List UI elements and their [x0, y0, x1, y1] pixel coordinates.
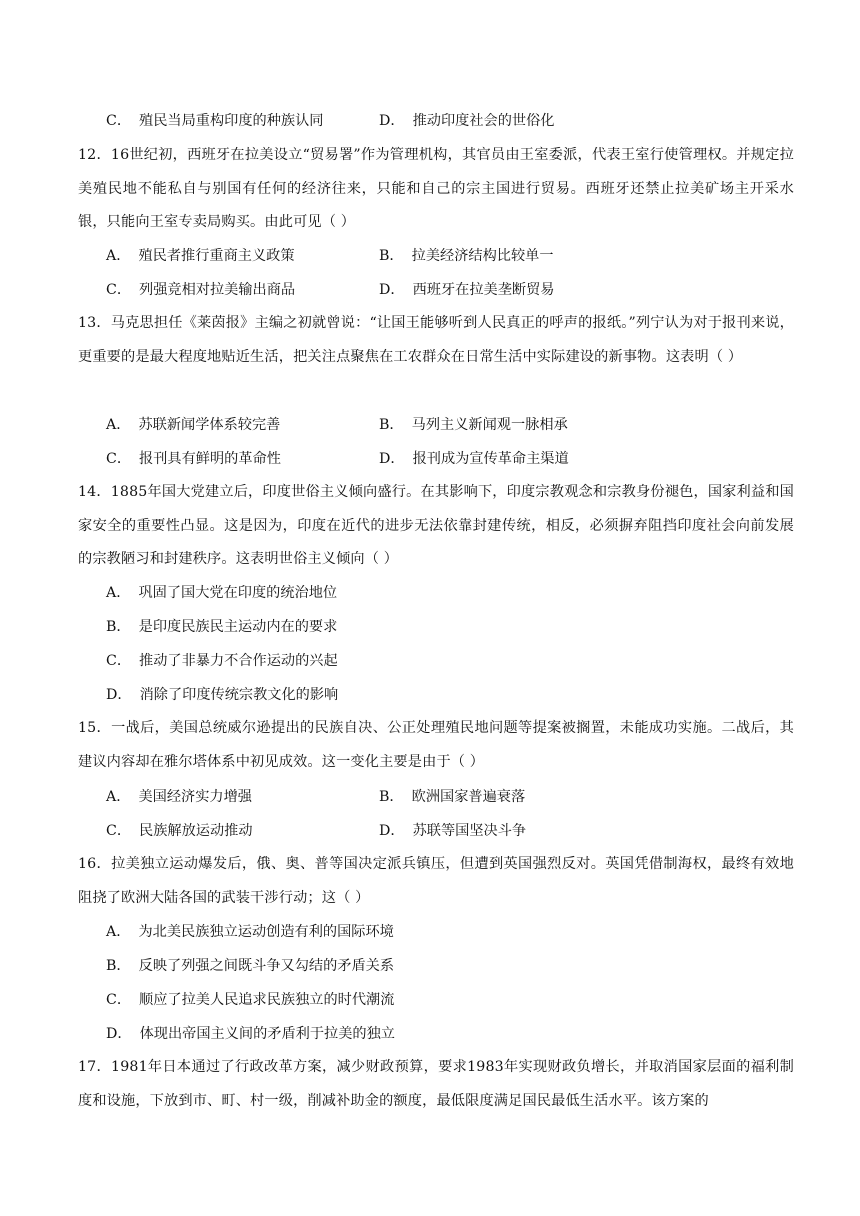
option-c[interactable]: C． 推动了非暴力不合作运动的兴起 — [106, 653, 338, 669]
option-d[interactable]: D． 苏联等国坚决斗争 — [379, 823, 527, 839]
question-17-stem: 17．1981年日本通过了行政改革方案，减少财政预算，要求1983年实现财政负增长，并取消国家层面的福利制度和设施，下放到市、町、村一级，削减补助金的额度，最低限度满足国民最低生活水平。该方案的 — [78, 1059, 794, 1109]
question-15-stem: 15．一战后，美国总统威尔逊提出的民族自决、公正处理殖民地问题等提案被搁置，未能成功实施。二战后，其建议内容却在雅尔塔体系中初见成效。这一变化主要是由于（ ） — [78, 720, 794, 770]
question-14-stem: 14．1885年国大党建立后，印度世俗主义倾向盛行。在其影响下，印度宗教观念和宗教身份褪色，国家利益和国家安全的重要性凸显。这是因为，印度在近代的进步无法依靠封建传统，相反，必须摒弃阻挡印度社会向前发展的宗教陋习和封建秩序。这表明世俗主义倾向（ ） — [78, 484, 794, 567]
option-a[interactable]: A． 殖民者推行重商主义政策 — [106, 248, 295, 264]
option-d[interactable]: D． 西班牙在拉美垄断贸易 — [379, 282, 555, 298]
option-a[interactable]: A． 美国经济实力增强 — [106, 789, 252, 805]
option-c[interactable]: C． 列强竞相对拉美输出商品 — [106, 282, 296, 298]
option-b[interactable]: B． 反映了列强之间既斗争又勾结的矛盾关系 — [106, 958, 395, 974]
option-c[interactable]: C． 报刊具有鲜明的革命性 — [106, 451, 281, 467]
option-a[interactable]: A． 苏联新闻学体系较完善 — [106, 417, 281, 433]
question-16-stem: 16．拉美独立运动爆发后，俄、奥、普等国决定派兵镇压，但遭到英国强烈反对。英国凭借制海权，最终有效地阻挠了欧洲大陆各国的武装干涉行动；这（ ） — [78, 856, 794, 906]
option-a[interactable]: A． 为北美民族独立运动创造有利的国际环境 — [106, 924, 394, 940]
option-c[interactable]: C． 顺应了拉美人民追求民族独立的时代潮流 — [106, 992, 395, 1008]
option-a[interactable]: A． 巩固了国大党在印度的统治地位 — [106, 585, 338, 601]
option-d[interactable]: D． 推动印度社会的世俗化 — [379, 113, 555, 129]
option-d[interactable]: D． 体现出帝国主义间的矛盾利于拉美的独立 — [106, 1026, 395, 1042]
question-13-stem: 13．马克思担任《莱茵报》主编之初就曾说：“让国王能够听到人民真正的呼声的报纸。”列宁认为对于报刊来说，更重要的是最大程度地贴近生活，把关注点聚焦在工农群众在日常生活中实际建设的新事物。这表明（ ） — [78, 315, 794, 365]
option-b[interactable]: B． 欧洲国家普遍衰落 — [379, 789, 526, 805]
question-12-stem: 12．16世纪初，西班牙在拉美设立“贸易署”作为管理机构，其官员由王室委派，代表王室行使管理权。并规定拉美殖民地不能私自与别国有任何的经济往来，只能和自己的宗主国进行贸易。西班牙还禁止拉美矿场主开采水银，只能向王室专卖局购买。由此可见（ ） — [78, 147, 794, 230]
option-b[interactable]: B． 马列主义新闻观一脉相承 — [379, 417, 568, 433]
option-d[interactable]: D． 报刊成为宣传革命主渠道 — [379, 451, 569, 467]
option-b[interactable]: B． 是印度民族民主运动内在的要求 — [106, 619, 338, 635]
option-c[interactable]: C． 民族解放运动推动 — [106, 823, 253, 839]
option-b[interactable]: B． 拉美经济结构比较单一 — [379, 248, 554, 264]
option-c[interactable]: C． 殖民当局重构印度的种族认同 — [106, 113, 324, 129]
option-d[interactable]: D． 消除了印度传统宗教文化的影响 — [106, 687, 339, 703]
